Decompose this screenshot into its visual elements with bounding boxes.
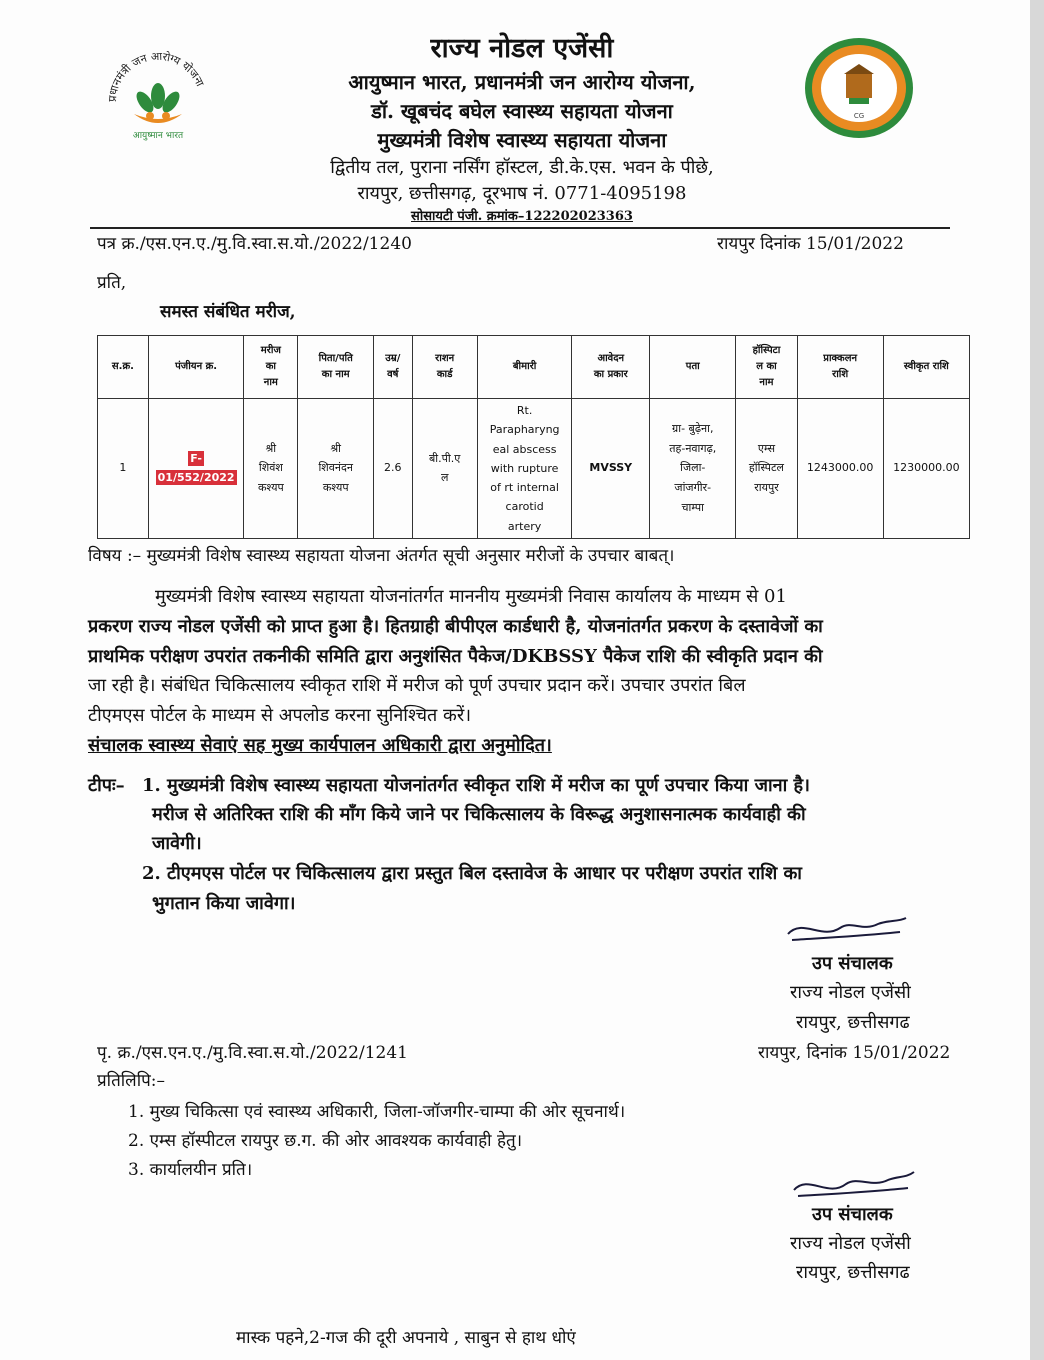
signature-1-mark [782,910,912,950]
scheme-line-1: आयुष्मान भारत, प्रधानमंत्री जन आरोग्य योजना, [348,70,696,94]
col-age: उम्र/ वर्ष [374,336,412,399]
pmjay-logo-sub: आयुष्मान भारत [132,131,184,141]
scheme-line-2: डॉ. खूबचंद बघेल स्वास्थ्य सहायता योजना [371,99,673,123]
table-header-row [98,336,970,399]
copy-item: 3. कार्यालयीन प्रति। [128,1160,253,1180]
cell-application-type: MVSSY [572,399,650,539]
signature-2-title: उप संचालक [812,1204,893,1225]
col-disease: बीमारी [477,336,571,399]
cell-registration: F- 01/552/2022 [148,399,244,539]
svg-text:CG: CG [853,112,865,120]
body-line-1: मुख्यमंत्री विशेष स्वास्थ्य सहायता योजनांतर्गत माननीय मुख्यमंत्री निवास कार्यालय के माध्यम से 01 [155,586,787,607]
note-1-line-2: मरीज से अतिरिक्त राशि की मॉंग किये जाने पर चिकित्सालय के विरूद्ध अनुशासनात्मक कार्यवाही की [152,804,806,825]
col-address: पता [650,336,736,399]
signature-1-title: उप संचालक [812,953,893,974]
body-line-3: प्राथमिक परीक्षण उपरांत तकनीकी समिति द्वारा अनुशंसित पैकेज/DKBSSY पैकेज राशि की स्वीकृति प्रदान की [88,646,823,667]
note-1-line-1: 1. मुख्यमंत्री विशेष स्वास्थ्य सहायता योजनांतर्गत स्वीकृत राशि में मरीज का पूर्ण उपचार किया जाना है। [142,775,810,796]
cell-patient-name: श्री शिवंश कश्यप [244,399,298,539]
letter-date: रायपुर दिनांक 15/01/2022 [717,234,904,254]
address-line-1: द्वितीय तल, पुराना नर्सिंग हॉस्टल, डी.के.एस. भवन के पीछे, [330,157,714,178]
signature-2-org: राज्य नोडल एजेंसी [790,1233,911,1254]
patient-table [97,335,970,539]
col-estimate: प्राक्कलन राशि [797,336,883,399]
society-registration: सोसायटी पंजी. क्रमांक–122202023363 [411,209,633,224]
approval-line: संचालक स्वास्थ्य सेवाएं सह मुख्य कार्यपालन अधिकारी द्वारा अनुमोदित। [88,735,552,756]
cell-estimate: 1243000.00 [797,399,883,539]
cell-father-name: श्री शिवनंदन कश्यप [298,399,374,539]
col-ration-card: राशन कार्ड [412,336,477,399]
signature-1-place: रायपुर, छत्तीसगढ [796,1012,910,1033]
cell-approved: 1230000.00 [883,399,969,539]
copy-date: रायपुर, दिनांक 15/01/2022 [758,1043,951,1063]
note-1-line-3: जावेगी। [152,833,202,854]
note-label: टीपः– [88,775,125,796]
subject-line: विषय :– मुख्यमंत्री विशेष स्वास्थ्य सहायता योजना अंतर्गत सूची अनुसार मरीजों के उपचार बाबत्। [88,546,675,566]
to-label: प्रति, [97,273,127,293]
cell-age: 2.6 [374,399,412,539]
col-patient-name: मरीज का नाम [244,336,298,399]
recipient: समस्त संबंधित मरीज, [160,302,296,322]
address-line-2: रायपुर, छत्तीसगढ़, दूरभाष नं. 0771-4095198 [357,183,687,204]
body-line-4: जा रही है। संबंधित चिकित्सालय स्वीकृत राशि में मरीज को पूर्ण उपचार प्रदान करें। उपचार उपरांत बिल [88,675,746,696]
header-rule [90,227,950,229]
table-row [98,399,970,539]
body-line-2: प्रकरण राज्य नोडल एजेंसी को प्राप्त हुआ है। हितग्राही बीपीएल कार्डधारी है, योजनांतर्गत प्रकरण के दस्तावेजों का [88,616,823,637]
cell-address: ग्रा- बुढ़ेना, तह-नवागढ़, जिला- जांजगीर- चाम्पा [650,399,736,539]
col-registration: पंजीयन क्र. [148,336,244,399]
col-approved: स्वीकृत राशि [883,336,969,399]
col-father-name: पिता/पति का नाम [298,336,374,399]
letter-ref-number: पत्र क्र./एस.एन.ए./मु.वि.स्वा.स.यो./2022/1240 [97,234,412,254]
col-hospital: हॉस्पिटा ल का नाम [736,336,797,399]
cell-hospital: एम्स हॉस्पिटल रायपुर [736,399,797,539]
signature-2-mark [790,1168,920,1206]
copy-label: प्रतिलिपि:– [97,1071,165,1091]
signature-1-org: राज्य नोडल एजेंसी [790,982,911,1003]
footer-slogan: मास्क पहने,2-गज की दूरी अपनाये , साबुन से हाथ धोएं [236,1328,576,1348]
svg-text:प्रधानमंत्री जन आरोग्य योजना: प्रधानमंत्री जन आरोग्य योजना [105,49,207,103]
cell-sno: 1 [98,399,149,539]
note-2-line-1: 2. टीएमएस पोर्टल पर चिकित्सालय द्वारा प्रस्तुत बिल दस्तावेज के आधार पर परीक्षण उपरांत राशि का [142,863,802,884]
scheme-line-3: मुख्यमंत्री विशेष स्वास्थ्य सहायता योजना [377,128,667,152]
body-line-5: टीएमएस पोर्टल के माध्यम से अपलोड करना सुनिश्चित करें। [88,705,472,726]
copy-ref-number: पृ. क्र./एस.एन.ए./मु.वि.स्वा.स.यो./2022/1241 [97,1043,408,1063]
col-application-type: आवेदन का प्रकार [572,336,650,399]
signature-2-place: रायपुर, छत्तीसगढ [796,1262,910,1283]
col-sno: स.क्र. [98,336,149,399]
agency-title: राज्य नोडल एजेंसी [430,33,614,64]
copy-item: 1. मुख्य चिकित्सा एवं स्वास्थ्य अधिकारी, जिला-जॉजगीर-चाम्पा की ओर सूचनार्थ। [128,1102,626,1122]
cell-disease: Rt. Parapharyng eal abscess with rupture of rt internal carotid artery [477,399,571,539]
note-2-line-2: भुगतान किया जावेगा। [152,893,296,914]
cell-ration-card: बी.पी.ए ल [412,399,477,539]
copy-item: 2. एम्स हॉस्पीटल रायपुर छ.ग. की ओर आवश्यक कार्यवाही हेतु। [128,1131,523,1151]
